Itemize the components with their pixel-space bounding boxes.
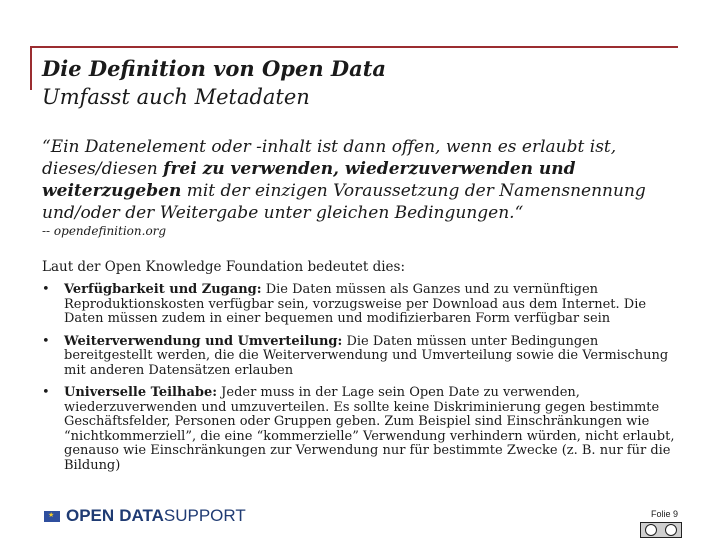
quote-source: -- opendefinition.org xyxy=(42,224,167,238)
title-accent-rule xyxy=(30,46,678,48)
slide-subtitle: Umfasst auch Metadaten xyxy=(42,85,310,109)
bullet-text: Jeder muss in der Lage sein Open Date zu verwenden, wiederzuverwenden und umzuverteilen. Es sollte keine Diskriminierung gegen bestimmte Geschäftsfelder, Personen oder Gruppen geben. Zum Beispiel sind Einschränkungen wie “nichtkommerziell”, die eine “kommerzielle” Verwendung verhindern würden, nicht erlaubt, genauso wie Einschränkungen zur Verwendung nur für bestimmte Zwecke (z. B. nur für die Bildung) xyxy=(64,385,675,473)
title-side-rule xyxy=(30,46,32,90)
cc-circle-icon xyxy=(645,524,657,536)
quote-emphasis: frei zu verwenden, wiederzuverwenden und weiterzugeben xyxy=(42,159,576,201)
slide-number: Folie 9 xyxy=(651,509,679,519)
logo-word-data: DATA xyxy=(119,506,164,525)
cc-by-icon xyxy=(640,522,682,538)
list-item xyxy=(42,283,682,327)
bullet-text: Die Daten müssen als Ganzes und zu vernünftigen Reproduktionskosten verfügbar sein, vorzugsweise per Download aus dem Internet. Die Daten müssen zudem in einer bequemen und modifizierbaren Form verfügbar sein xyxy=(64,282,647,326)
quote-part-1: “Ein Datenelement oder -inhalt ist dann offen, wenn es erlaubt ist, dieses/diesen xyxy=(42,137,617,179)
bullet-term: Weiterverwendung und Umverteilung: xyxy=(64,333,343,349)
bullet-icon: • xyxy=(42,333,50,349)
list-item xyxy=(42,386,682,473)
definition-quote xyxy=(42,136,692,224)
bullet-list xyxy=(42,283,682,481)
bullet-term: Verfügbarkeit und Zugang: xyxy=(64,282,262,297)
bullet-text: Die Daten müssen unter Bedingungen bereitgestellt werden, die die Weiterverwendung und Umverteilung sowie die Vermischung mit anderen Datensätzen erlauben xyxy=(64,333,669,378)
logo-word-support: SUPPORT xyxy=(163,506,246,525)
list-item xyxy=(42,335,682,379)
by-person-icon xyxy=(665,524,677,536)
logo-word-open: OPEN xyxy=(66,506,115,525)
slide-title: Die Definition von Open Data xyxy=(42,56,387,81)
quote-part-2: mit der einzigen Voraussetzung der Namensnennung und/oder der Weitergabe unter gleichen Bedingungen.“ xyxy=(42,181,646,223)
eu-flag-icon xyxy=(44,511,60,522)
bullet-term: Universelle Teilhabe: xyxy=(64,385,218,400)
intro-text: Laut der Open Knowledge Foundation bedeutet dies: xyxy=(42,259,406,275)
open-data-support-logo xyxy=(44,504,246,528)
bullet-icon: • xyxy=(42,282,50,297)
bullet-icon: • xyxy=(42,385,50,400)
